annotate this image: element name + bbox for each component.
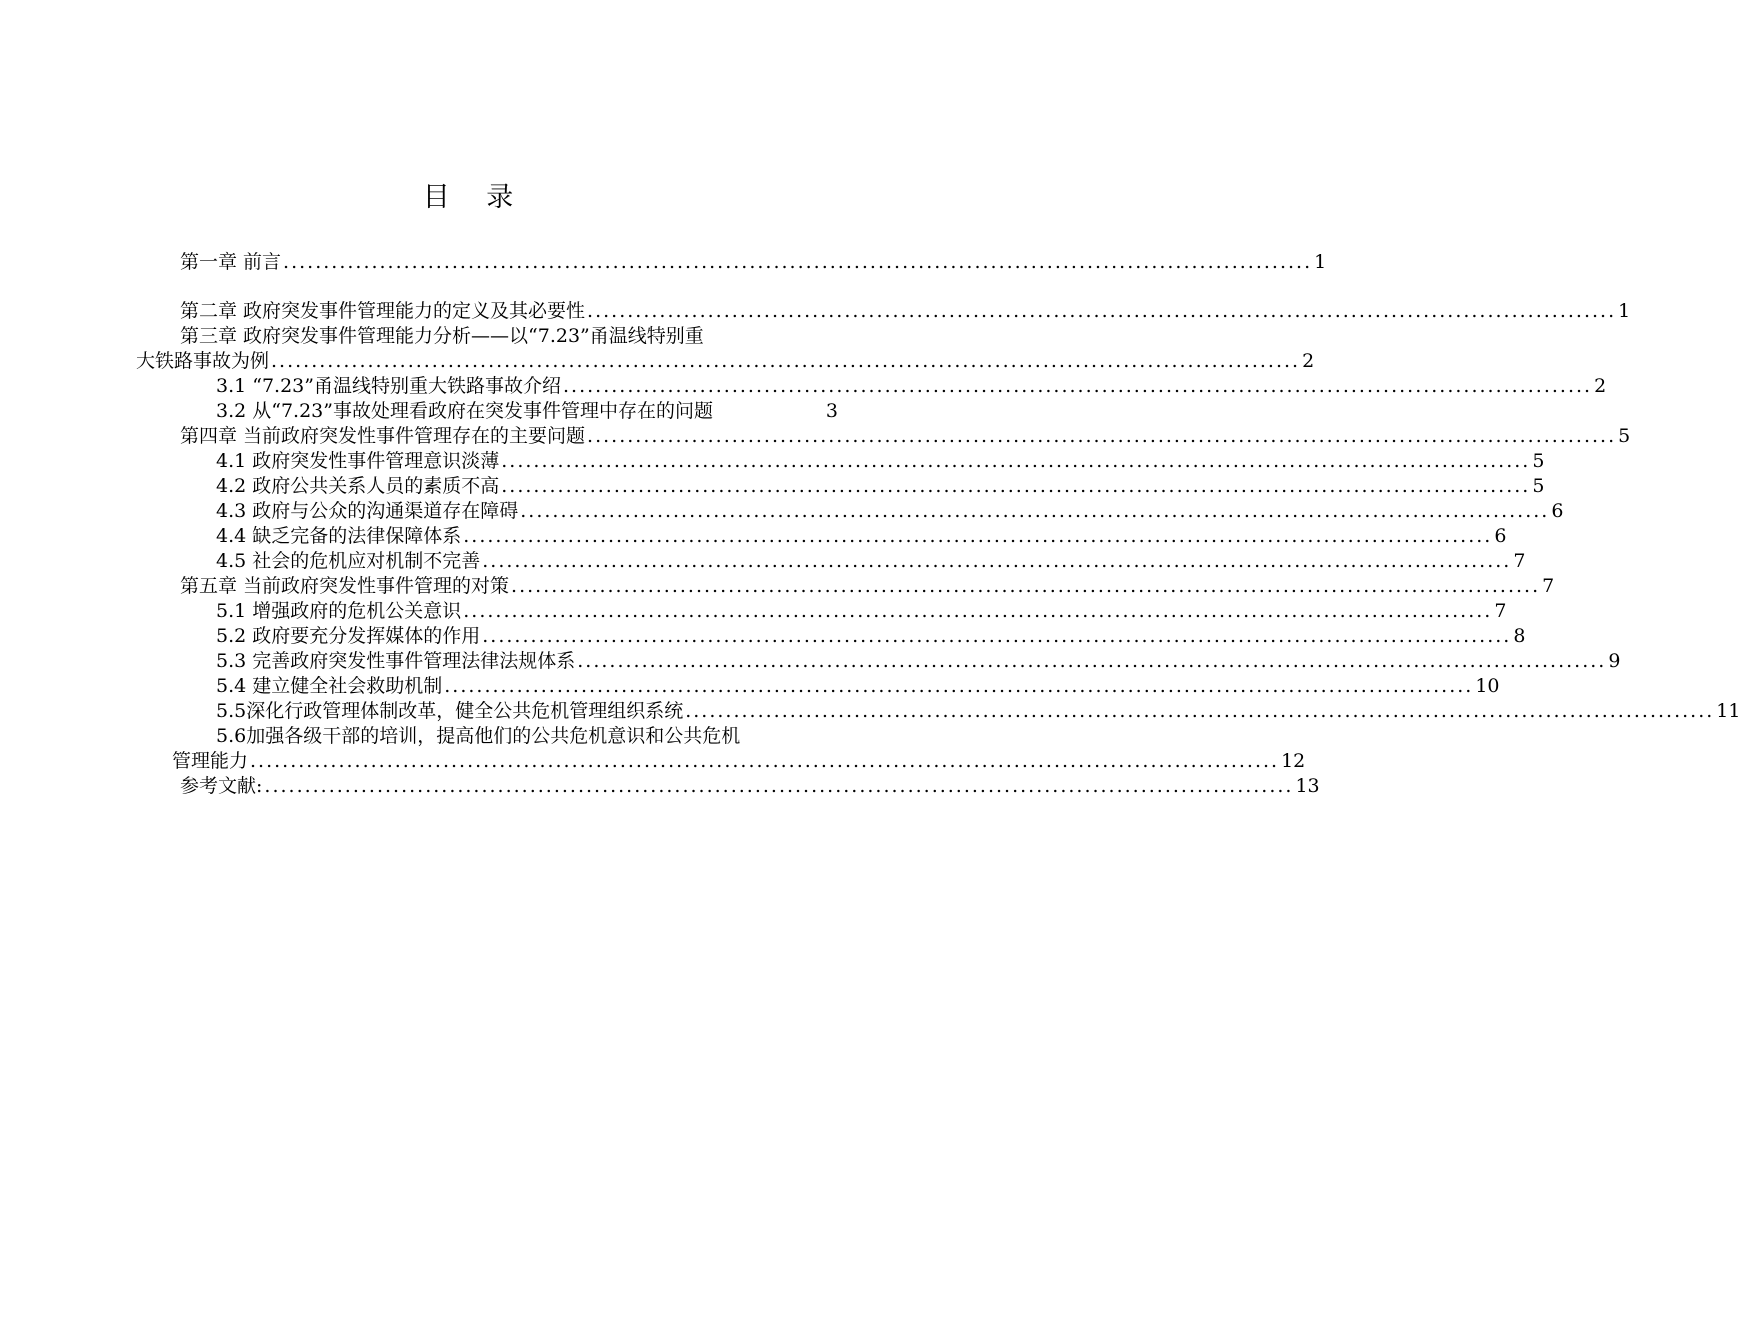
toc-page-number: 11 [1716,700,1740,722]
toc-page-number: 8 [1513,625,1526,647]
toc-leader-dots: ................................................................................................................................ [463,525,1493,547]
toc-entry-section-5-2[interactable] [136,624,1526,649]
toc-entry-label: 5.6加强各级干部的培训，提高他们的公共危机意识和公共危机 [216,725,741,747]
toc-entry-label: 4.5 社会的危机应对机制不完善 [216,550,481,572]
page-title: 目 录 [422,182,528,213]
toc-entry-label: 3.1 “7.23”甬温线特别重大铁路事故介绍 [216,375,561,397]
toc-entry-label: 5.2 政府要充分发挥媒体的作用 [216,625,481,647]
toc-entry-section-5-3[interactable] [136,649,1621,674]
toc-entry-section-4-5[interactable] [136,549,1526,574]
toc-leader-dots: ................................................................................................................................ [283,251,1313,273]
toc-entry-label: 第一章 前言 [180,251,282,273]
toc-leader-dots: ................................................................................................................................ [577,650,1607,672]
toc-entry-section-5-4[interactable] [136,674,1500,699]
toc-page-number: 5 [1532,450,1545,472]
toc-leader-dots: ................................................................................................................................ [271,350,1301,372]
toc-page-number: 7 [1494,600,1507,622]
toc-entry-label: 管理能力 [172,750,249,772]
toc-entry-section-3-1[interactable] [136,374,1607,399]
table-of-contents [136,250,1740,799]
toc-entry-label: 3.2 从“7.23”事故处理看政府在突发事件管理中存在的问题 [216,400,713,422]
toc-page-number: 3 [825,400,838,422]
toc-leader-dots: ................................................................................................................................ [685,700,1715,722]
toc-entry-section-5-1[interactable] [136,599,1507,624]
toc-leader-dots: ................................................................................................................................ [264,775,1294,797]
toc-leader-dots: ................................................................................................................................ [463,600,1493,622]
toc-page-number: 5 [1532,475,1545,497]
toc-entry-label: 参考文献: [180,775,263,797]
toc-leader-dots: ................................................................................................................................ [520,500,1550,522]
toc-page-number: 1 [1314,251,1327,273]
toc-leader-dots: ................................................................................................................................ [587,300,1617,322]
toc-entry-label: 第三章 政府突发事件管理能力分析——以“7.23”甬温线特别重 [180,325,704,347]
toc-entry-section-5-5[interactable] [136,699,1740,724]
toc-entry-section-4-3[interactable] [136,499,1564,524]
toc-page-number: 2 [1594,375,1607,397]
toc-entry-references[interactable] [136,774,1320,799]
toc-page-number: 7 [1513,550,1526,572]
toc-page-number: 6 [1494,525,1507,547]
toc-entry-label: 5.3 完善政府突发性事件管理法律法规体系 [216,650,576,672]
toc-leader-dots: ................................................................................................................................ [501,475,1531,497]
toc-entry-chapter-4[interactable] [136,424,1631,449]
toc-entry-label: 4.3 政府与公众的沟通渠道存在障碍 [216,500,519,522]
toc-entry-label: 5.4 建立健全社会救助机制 [216,675,443,697]
toc-entry-label: 4.2 政府公共关系人员的素质不高 [216,475,500,497]
toc-entry-chapter-3[interactable] [136,324,838,349]
toc-entry-section-3-2[interactable] [136,399,838,424]
toc-leader-dots: ................................................................................................................................ [501,450,1531,472]
toc-entry-section-4-2[interactable] [136,474,1545,499]
toc-entry-label: 第四章 当前政府突发性事件管理存在的主要问题 [180,425,586,447]
toc-entry-label: 5.1 增强政府的危机公关意识 [216,600,462,622]
toc-leader-dots: ................................................................................................................................ [563,375,1593,397]
toc-leader-dots: ................................................................................................................................ [587,425,1617,447]
toc-entry-chapter-3-continued[interactable] [136,349,1315,374]
toc-entry-label: 第五章 当前政府突发性事件管理的对策 [180,575,510,597]
toc-leader-dots: ................................................................................................................................ [511,575,1541,597]
toc-leader-dots: ................................................................................................................................ [250,750,1280,772]
toc-page-number: 7 [1542,575,1555,597]
toc-leader-dots: ................................................................................................................................ [444,675,1474,697]
toc-page-number: 1 [1618,300,1631,322]
toc-page-number: 6 [1551,500,1564,522]
toc-page-number: 12 [1281,750,1306,772]
toc-entry-label: 5.5深化行政管理体制改革，健全公共危机管理组织系统 [216,700,684,722]
toc-entry-section-5-6[interactable] [136,724,838,749]
toc-entry-chapter-2[interactable] [136,299,1631,324]
toc-entry-label: 大铁路事故为例 [136,350,270,372]
toc-page-number: 2 [1302,350,1315,372]
toc-entry-chapter-1[interactable] [136,250,1327,275]
toc-leader-dots: ................................................................................................................................ [482,625,1512,647]
toc-entry-chapter-5[interactable] [136,574,1555,599]
toc-page-number: 5 [1618,425,1631,447]
toc-page-number: 9 [1608,650,1621,672]
toc-entry-label: 4.4 缺乏完备的法律保障体系 [216,525,462,547]
toc-entry-section-4-1[interactable] [136,449,1545,474]
toc-entry-section-4-4[interactable] [136,524,1507,549]
toc-leader-dots: ................................................................................................................................ [482,550,1512,572]
toc-page-number: 13 [1295,775,1320,797]
toc-page-number: 10 [1475,675,1500,697]
toc-entry-label: 4.1 政府突发性事件管理意识淡薄 [216,450,500,472]
toc-entry-section-5-6-continued[interactable] [136,749,1306,774]
toc-entry-label: 第二章 政府突发事件管理能力的定义及其必要性 [180,300,586,322]
